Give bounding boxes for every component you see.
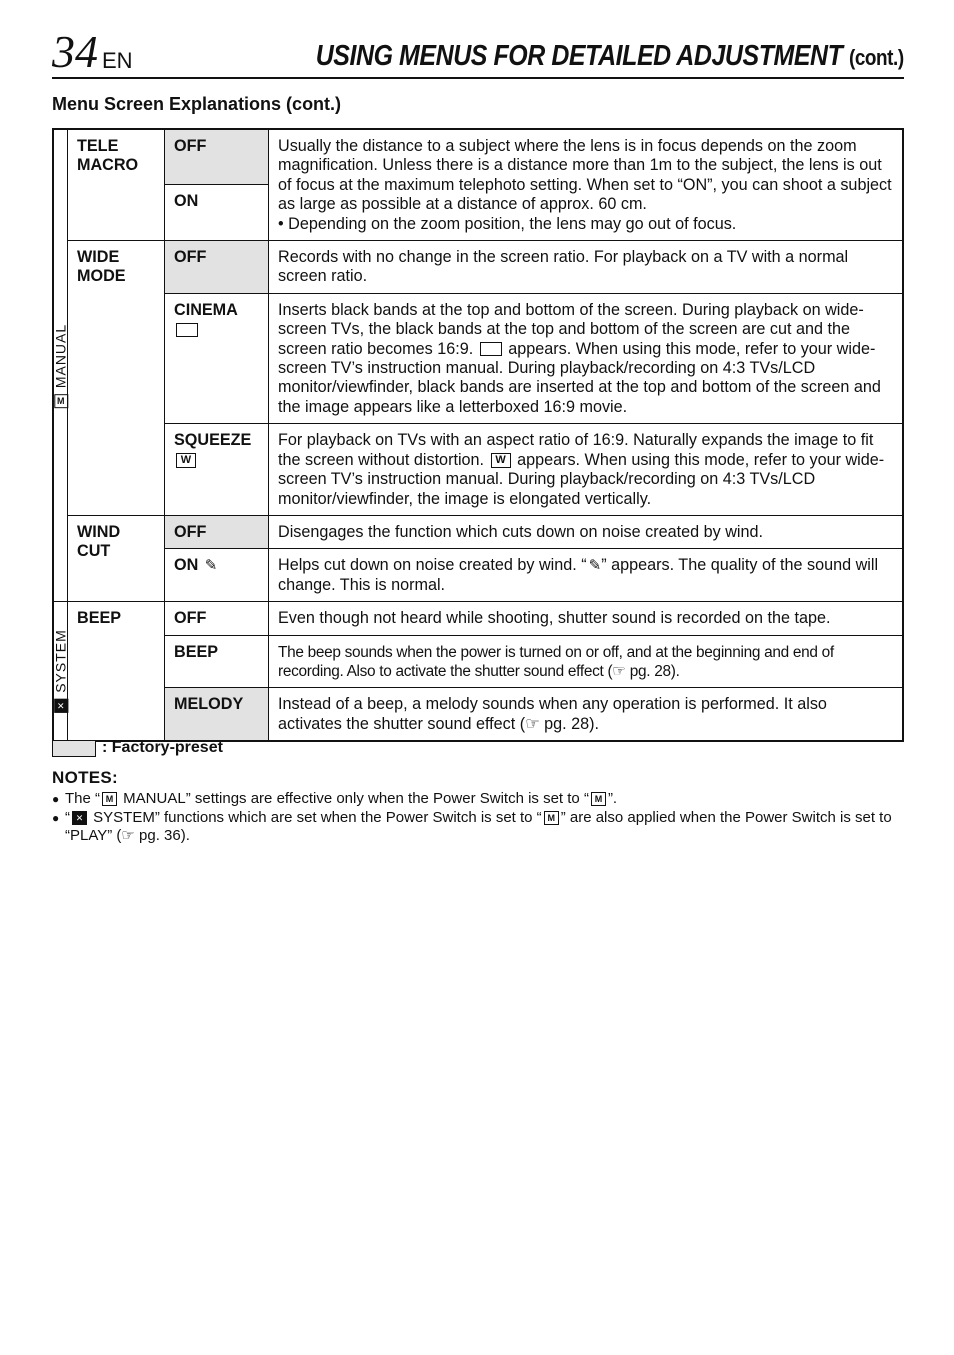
option-beep-beep: BEEP bbox=[165, 635, 269, 688]
group-manual bbox=[53, 129, 68, 602]
squeeze-icon: W bbox=[491, 453, 511, 468]
group-system-label bbox=[51, 629, 70, 713]
desc-beep-off: Even though not heard while shooting, shutter sound is recorded on the tape. bbox=[269, 602, 904, 635]
page-title-cont: (cont.) bbox=[849, 45, 904, 70]
cinema-icon bbox=[176, 323, 198, 337]
table-row bbox=[53, 515, 903, 548]
note2-b: SYSTEM” functions which are set when the Power Switch is set to “ bbox=[89, 808, 542, 826]
option-wide-mode-squeeze bbox=[165, 424, 269, 516]
option-beep-off: OFF bbox=[165, 602, 269, 635]
note-item bbox=[52, 790, 904, 809]
header-rule bbox=[52, 77, 904, 79]
option-tele-macro-on: ON bbox=[165, 185, 269, 241]
manual-mode-icon: M bbox=[102, 792, 117, 806]
page-header bbox=[52, 28, 904, 78]
system-icon: ✕ bbox=[54, 699, 68, 713]
table-row bbox=[53, 549, 903, 602]
desc-beep-melody: Instead of a beep, a melody sounds when any operation is performed. It also activates the shutter sound effect (☞ pg. 28). bbox=[269, 688, 904, 741]
desc-wide-mode-cinema bbox=[269, 293, 904, 423]
note1-b: MANUAL” settings are effective only when the Power Switch is set to “ bbox=[119, 790, 589, 807]
section-heading: Menu Screen Explanations (cont.) bbox=[52, 94, 342, 114]
note1-a: The “ bbox=[65, 790, 101, 807]
manual-switch-icon: M bbox=[591, 792, 606, 806]
system-icon: ✕ bbox=[72, 811, 87, 825]
cinema-icon bbox=[480, 342, 502, 356]
table-row bbox=[53, 241, 903, 294]
option-wind-cut-on-label: ON bbox=[174, 556, 199, 575]
table-row bbox=[53, 602, 903, 635]
menu-table bbox=[52, 128, 904, 742]
group-system bbox=[53, 602, 68, 742]
table-row bbox=[53, 129, 903, 185]
option-cinema-label: CINEMA bbox=[174, 300, 238, 319]
group-system-text: SYSTEM bbox=[51, 629, 68, 693]
note2-c: ” are also applied when the Power Switch is set to “PLAY” (☞ pg. 36). bbox=[65, 808, 892, 844]
desc-tele-macro bbox=[269, 129, 904, 241]
factory-preset-swatch bbox=[52, 740, 96, 757]
squeeze-icon: W bbox=[176, 453, 196, 468]
desc-cinema-1: Inserts black bands at the top and bottom of the screen. During playback on wide-screen TVs, the black bands at the top and bottom of the screen are cut and the screen ratio becomes 16:9. bbox=[278, 300, 864, 358]
desc-squeeze-1: For playback on TVs with an aspect ratio of 16:9. Naturally expands the image to fit the screen without distortion. bbox=[278, 431, 874, 469]
manual-mode-icon: M bbox=[54, 394, 68, 408]
table-row bbox=[53, 635, 903, 688]
desc-tele-macro-text: Usually the distance to a subject where the lens is in focus depends on the zoom magnification. Unless there is a distance more than 1m to the subject, the lens is out of focus at the maximum telephoto setting. When set to “ON”, you can shoot a subject as large as possible at a distance of approx. 60 cm. bbox=[278, 137, 892, 214]
desc-squeeze-2: appears. When using this mode, refer to your wide-screen TV’s instruction manual. During playback/recording on 4:3 TVs/LCD monitor/viewfinder, the image is elongated vertically. bbox=[278, 450, 885, 508]
item-wind-cut: WIND CUT bbox=[68, 515, 165, 601]
option-beep-melody: MELODY bbox=[165, 688, 269, 741]
option-tele-macro-off: OFF bbox=[165, 129, 269, 185]
option-wind-cut-off: OFF bbox=[165, 515, 269, 548]
page-language: EN bbox=[102, 48, 133, 73]
wind-cut-icon: ✎ bbox=[204, 557, 218, 575]
page-number: 34 bbox=[52, 26, 98, 77]
option-wind-cut-on bbox=[165, 549, 269, 602]
wind-cut-icon: ✎ bbox=[588, 557, 602, 575]
group-manual-label bbox=[51, 323, 70, 407]
group-manual-text: MANUAL bbox=[51, 323, 68, 388]
note2-a: “ bbox=[65, 808, 70, 826]
item-tele-macro: TELE MACRO bbox=[68, 129, 165, 241]
desc-wind-on-2: ” appears. The quality of the sound will change. This is normal. bbox=[278, 556, 879, 594]
table-row bbox=[53, 293, 903, 423]
item-wide-mode: WIDE MODE bbox=[68, 241, 165, 516]
desc-wind-on-1: Helps cut down on noise created by wind. “ bbox=[278, 556, 587, 575]
page-title-text: USING MENUS FOR DETAILED ADJUSTMENT bbox=[315, 40, 843, 72]
option-wide-mode-off: OFF bbox=[165, 241, 269, 294]
option-squeeze-label: SQUEEZE bbox=[174, 431, 252, 450]
table-row bbox=[53, 688, 903, 741]
desc-wide-mode-squeeze bbox=[269, 424, 904, 516]
item-beep: BEEP bbox=[68, 602, 165, 742]
legend-text: : Factory-preset bbox=[102, 739, 223, 756]
legend bbox=[52, 739, 223, 757]
note1-c: ”. bbox=[607, 790, 618, 807]
note-item bbox=[52, 809, 904, 846]
desc-tele-macro-bullet: • Depending on the zoom position, the lens may go out of focus. bbox=[278, 214, 737, 233]
desc-cinema-2: appears. When using this mode, refer to your wide-screen TV’s instruction manual. During playback/recording on 4:3 TVs/LCD monitor/viewfinder, black bands are inserted at the top and bottom of the screen and the image appears like a letterboxed 16:9 movie. bbox=[278, 339, 881, 416]
page-title bbox=[316, 40, 904, 73]
manual-switch-icon: M bbox=[544, 811, 559, 825]
desc-wind-cut-off: Disengages the function which cuts down on noise created by wind. bbox=[269, 515, 904, 548]
desc-wide-mode-off: Records with no change in the screen ratio. For playback on a TV with a normal screen ratio. bbox=[269, 241, 904, 294]
notes bbox=[52, 790, 904, 846]
bullet-icon: ● bbox=[52, 810, 60, 825]
desc-wind-cut-on bbox=[269, 549, 904, 602]
desc-beep-beep: The beep sounds when the power is turned on or off, and at the beginning and end of recording. Also to activate the shutter sound effect (☞ pg. 28). bbox=[269, 635, 904, 688]
bullet-icon: ● bbox=[52, 792, 60, 806]
option-wide-mode-cinema bbox=[165, 293, 269, 423]
table-row bbox=[53, 424, 903, 516]
notes-heading: NOTES: bbox=[52, 768, 119, 787]
